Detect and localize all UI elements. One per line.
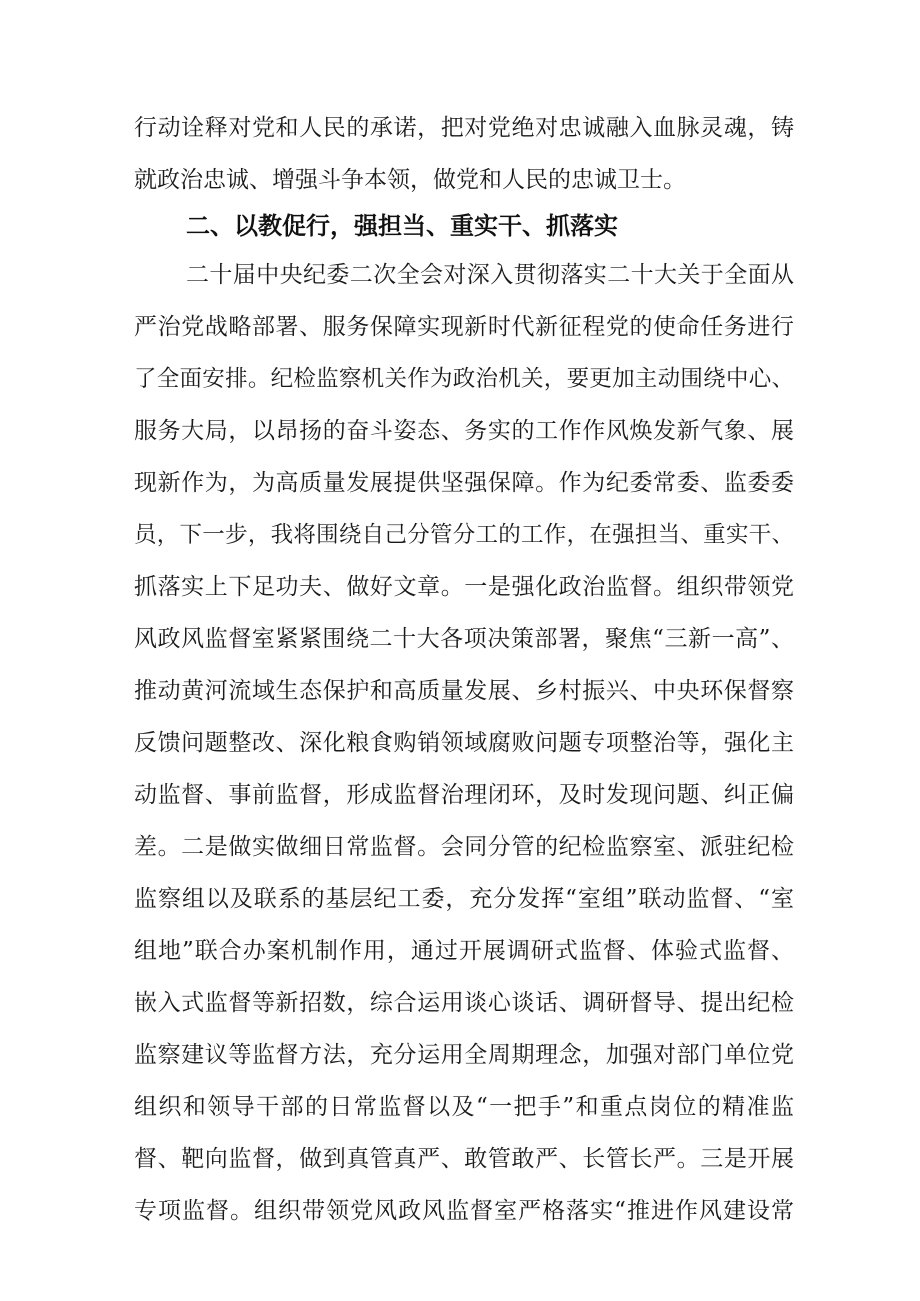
text-line-first-indented: 二十届中央纪委二次全会对深入贯彻落实二十大关于全面从 [186, 262, 794, 288]
text-line: 监察组以及联系的基层纪工委，充分发挥“室组”联动监督、“室 [134, 886, 794, 912]
text-line: 差。二是做实做细日常监督。会同分管的纪检监察室、派驻纪检 [134, 834, 794, 860]
text-line: 专项监督。组织带领党风政风监督室严格落实“推进作风建设常 [134, 1198, 794, 1224]
text-line: 组织和领导干部的日常监督以及“一把手”和重点岗位的精准监 [134, 1094, 794, 1120]
text-line: 监察建议等监督方法，充分运用全周期理念，加强对部门单位党 [134, 1042, 794, 1068]
text-line: 现新作为，为高质量发展提供坚强保障。作为纪委常委、监委委 [134, 470, 794, 496]
text-line: 风政风监督室紧紧围绕二十大各项决策部署，聚焦“三新一高”、 [134, 626, 794, 652]
text-line: 组地”联合办案机制作用，通过开展调研式监督、体验式监督、 [134, 938, 794, 964]
text-line: 抓落实上下足功夫、做好文章。一是强化政治监督。组织带领党 [134, 574, 794, 600]
text-line: 动监督、事前监督，形成监督治理闭环，及时发现问题、纠正偏 [134, 782, 794, 808]
section-heading: 二、以教促行，强担当、重实干、抓落实 [186, 212, 618, 240]
text-line: 员，下一步，我将围绕自己分管分工的工作，在强担当、重实干、 [134, 522, 794, 548]
text-line: 严治党战略部署、服务保障实现新时代新征程党的使命任务进行 [134, 314, 794, 340]
text-line: 服务大局，以昂扬的奋斗姿态、务实的工作作风焕发新气象、展 [134, 418, 794, 444]
text-line: 推动黄河流域生态保护和高质量发展、乡村振兴、中央环保督察 [134, 678, 794, 704]
text-line: 嵌入式监督等新招数，综合运用谈心谈话、调研督导、提出纪检 [134, 990, 794, 1016]
text-line: 反馈问题整改、深化粮食购销领域腐败问题专项整治等，强化主 [134, 730, 794, 756]
text-line: 督、靶向监督，做到真管真严、敢管敢严、长管长严。三是开展 [134, 1146, 794, 1172]
text-line: 行动诠释对党和人民的承诺，把对党绝对忠诚融入血脉灵魂，铸 [134, 115, 794, 141]
text-line: 了全面安排。纪检监察机关作为政治机关，要更加主动围绕中心、 [134, 366, 794, 392]
text-line: 就政治忠诚、增强斗争本领，做党和人民的忠诚卫士。 [134, 167, 686, 193]
